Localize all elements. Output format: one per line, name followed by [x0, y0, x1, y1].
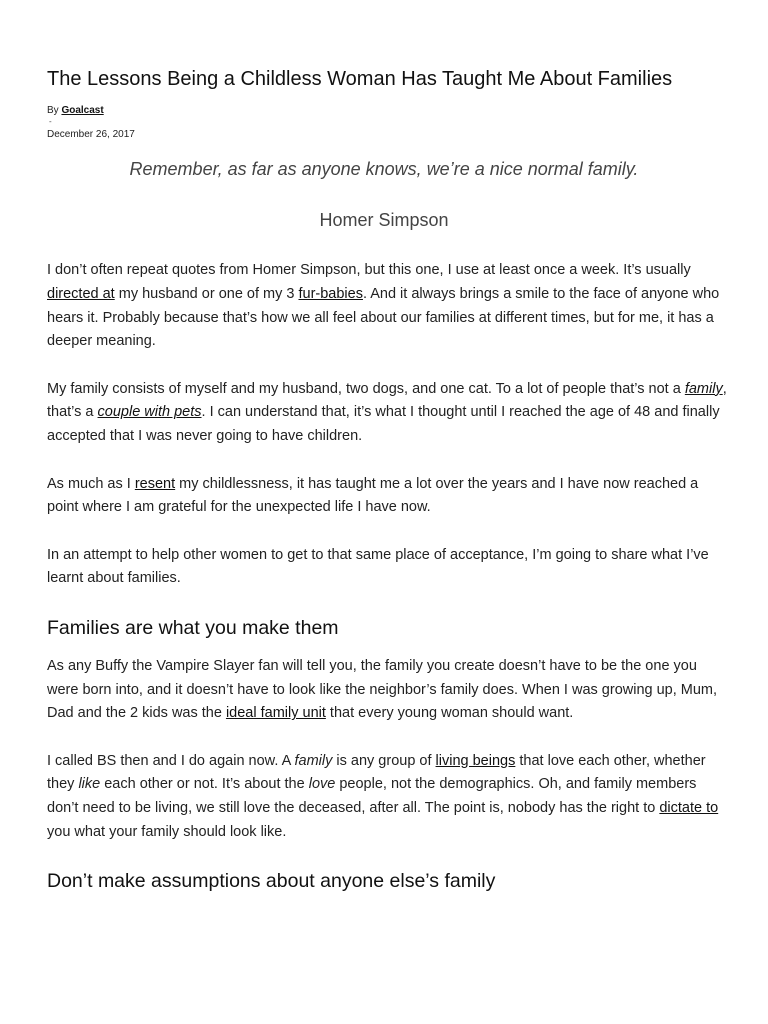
quote-author: Homer Simpson [319, 210, 449, 230]
article-title: The Lessons Being a Childless Woman Has Taught Me About Families [47, 68, 673, 90]
paragraph: I called BS then and I do again now. A family is any group of living beings that love each other, whether they like each other or not. It’s about the love people, not the demographics. Oh, and family members don’t need to be living, we still love the deceased, after all. The point is, nobody has the right to dictate to you what your family should look like. [47, 752, 719, 841]
paragraph: As much as I resent my childlessness, it has taught me a lot over the years and I have now reached a point where I am grateful for the unexpected life I have now. [47, 475, 699, 516]
section-heading: Families are what you make them [47, 616, 339, 639]
link-ideal-family-unit[interactable]: ideal family unit [225, 705, 326, 722]
section-heading: Don’t make assumptions about anyone else’s family [47, 870, 496, 893]
link-couple-with-pets[interactable]: couple with pets [97, 404, 202, 421]
by-prefix: By [47, 105, 59, 116]
link-living-beings[interactable]: living beings [435, 752, 516, 769]
link-dictate-to[interactable]: dictate to [659, 800, 719, 817]
byline-separator: - [49, 117, 52, 126]
paragraph: In an attempt to help other women to get to that same place of acceptance, I’m going to share what I’ve learnt about families. [47, 546, 709, 587]
author-link[interactable]: Goalcast [61, 105, 104, 116]
pull-quote: Remember, as far as anyone knows, we’re a nice normal family. [129, 159, 639, 179]
link-resent[interactable]: resent [134, 475, 176, 492]
article-body [47, 259, 727, 908]
link-family[interactable]: family [684, 380, 723, 397]
publish-date: December 26, 2017 [47, 129, 135, 140]
paragraph: My family consists of myself and my husband, two dogs, and one cat. To a lot of people that’s not a family, that’s a couple with pets. I can understand that, it’s what I thought until I reached the age of 48 and finally accepted that I was never going to have children. [47, 380, 727, 445]
link-fur-babies[interactable]: fur-babies [298, 285, 363, 302]
link-directed-at[interactable]: directed at [47, 285, 115, 302]
paragraph: I don’t often repeat quotes from Homer Simpson, but this one, I use at least once a week. It’s usually directed at my husband or one of my 3 fur-babies. And it always brings a smile to the face of anyone who hears it. Probably because that’s how we all feel about our families at different times, but for me, it has a deeper meaning. [47, 262, 720, 350]
byline [47, 105, 104, 116]
paragraph: As any Buffy the Vampire Slayer fan will tell you, the family you create doesn’t have to be the one you were born into, and it doesn’t have to look like the neighbor’s family does. When I was growing up, Mum, Dad and the 2 kids was the ideal family unit that every young woman should want. [47, 657, 718, 722]
